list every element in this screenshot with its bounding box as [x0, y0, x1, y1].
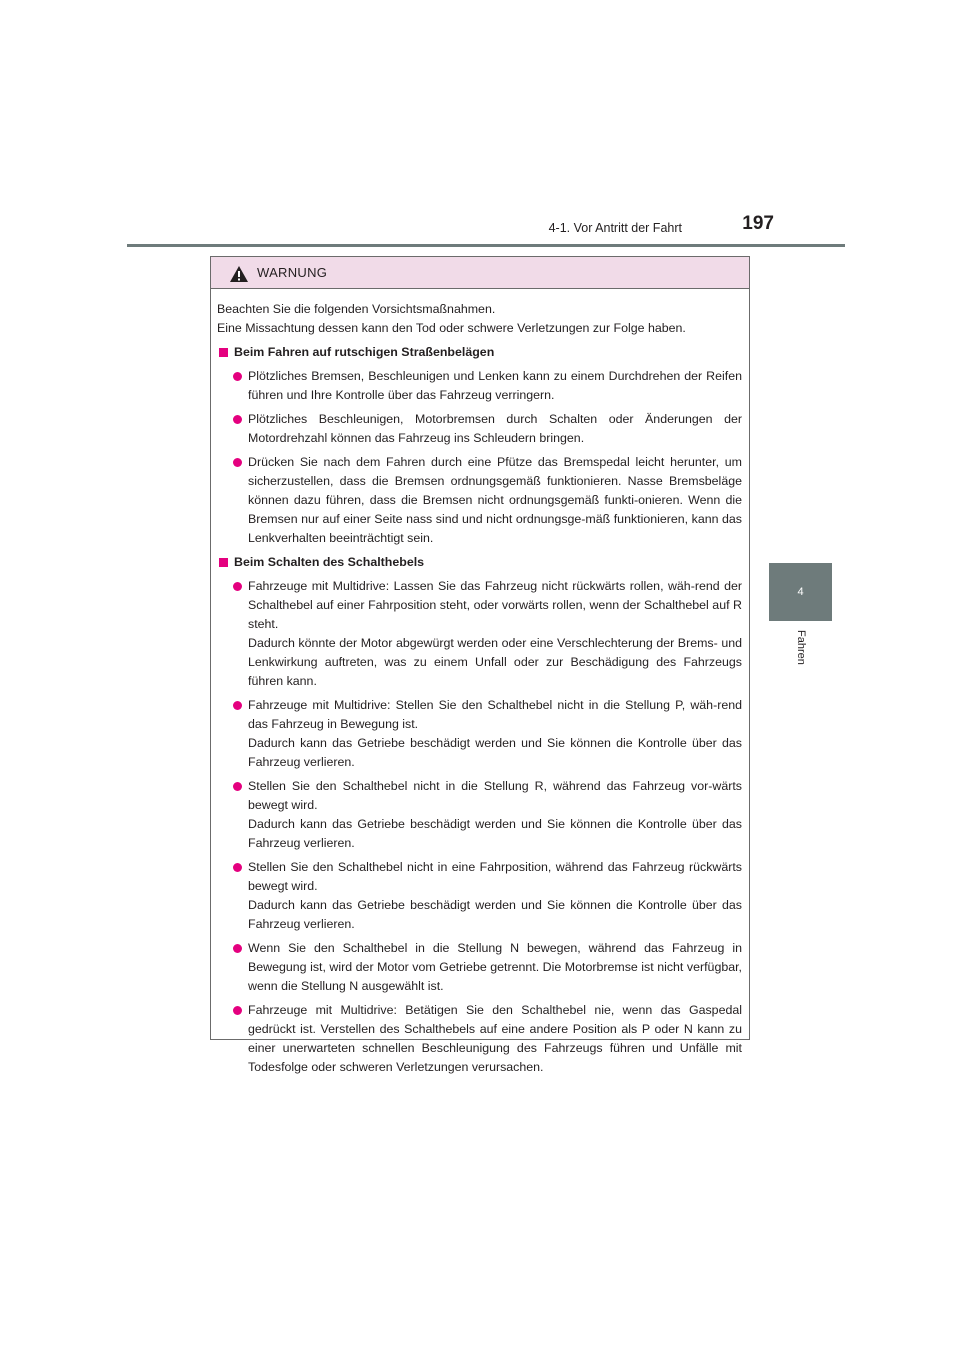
- list-item-text: [248, 453, 742, 548]
- warning-header: [211, 257, 749, 289]
- page-number: 197: [742, 213, 774, 234]
- warning-box: [210, 256, 750, 1074]
- warning-body: [211, 289, 749, 1077]
- round-bullet-icon: [233, 458, 242, 467]
- list-item-paragraph: Plötzliches Bremsen, Beschleunigen und Lenken kann zu einem Durchdrehen der Reifen führen und Ihre Kontrolle über das Fahrzeug verringern.: [248, 369, 742, 402]
- round-bullet-icon: [233, 372, 242, 381]
- list-item: [217, 939, 742, 996]
- section-heading: [217, 553, 742, 572]
- list-item-text: [248, 939, 742, 996]
- round-bullet-icon: [233, 863, 242, 872]
- round-bullet-icon: [233, 701, 242, 710]
- list-item-paragraph: Plötzliches Beschleunigen, Motorbremsen durch Schalten oder Änderungen der Motordrehzahl können das Fahrzeug ins Schleudern bringen.: [248, 412, 742, 445]
- list-item-paragraph: Stellen Sie den Schalthebel nicht in die Stellung R, während das Fahrzeug vor-wärts bewegt wird.: [248, 779, 742, 812]
- warning-triangle-icon: [229, 265, 249, 283]
- chapter-tab: [769, 563, 832, 621]
- list-item: [217, 858, 742, 934]
- list-item: [217, 1001, 742, 1077]
- list-item-paragraph: Dadurch kann das Getriebe beschädigt werden und Sie können die Kontrolle über das Fahrzeug verlieren.: [248, 898, 742, 931]
- list-item-paragraph: Fahrzeuge mit Multidrive: Stellen Sie den Schalthebel nicht in die Stellung P, wäh-rend das Fahrzeug in Bewegung ist.: [248, 698, 742, 731]
- section-label: 4-1. Vor Antritt der Fahrt: [548, 221, 682, 235]
- list-item-text: [248, 577, 742, 691]
- list-item: [217, 777, 742, 853]
- square-bullet-icon: [219, 348, 228, 357]
- list-item-text: [248, 410, 742, 448]
- list-item-paragraph: Wenn Sie den Schalthebel in die Stellung N bewegen, während das Fahrzeug in Bewegung ist, wird der Motor vom Getriebe getrennt. Die Motorbremse ist nicht verfügbar, wenn die Stellung N ausgewählt ist.: [248, 941, 742, 993]
- list-item-text: [248, 777, 742, 853]
- intro-line: Eine Missachtung dessen kann den Tod oder schwere Verletzungen zur Folge haben.: [217, 321, 686, 335]
- section-heading-text: Beim Schalten des Schalthebels: [234, 555, 425, 569]
- round-bullet-icon: [233, 1006, 242, 1015]
- list-item: [217, 453, 742, 548]
- section-heading-text: Beim Fahren auf rutschigen Straßenbelägen: [234, 345, 495, 359]
- chapter-number: 4: [797, 586, 804, 598]
- square-bullet-icon: [219, 558, 228, 567]
- list-item-text: [248, 1001, 742, 1077]
- list-item-text: [248, 858, 742, 934]
- list-item: [217, 410, 742, 448]
- round-bullet-icon: [233, 782, 242, 791]
- warning-sections: [217, 343, 742, 1077]
- list-item: [217, 696, 742, 772]
- warning-section: [217, 343, 742, 548]
- warning-section: [217, 553, 742, 1077]
- list-item-paragraph: Dadurch kann das Getriebe beschädigt werden und Sie können die Kontrolle über das Fahrzeug verlieren.: [248, 736, 742, 769]
- list-item-paragraph: Fahrzeuge mit Multidrive: Betätigen Sie den Schalthebel nie, wenn das Gaspedal gedrückt ist. Verstellen des Schalthebels auf eine andere Position als P oder N kann zu einer unerwarteten schnellen Beschleunigung des Fahrzeugs führen und Unfälle mit Todesfolge oder schweren Verletzungen verursachen.: [248, 1003, 742, 1074]
- list-item: [217, 577, 742, 691]
- chapter-title: Fahren: [795, 630, 807, 665]
- list-item-text: [248, 367, 742, 405]
- list-item-paragraph: Dadurch kann das Getriebe beschädigt werden und Sie können die Kontrolle über das Fahrzeug verlieren.: [248, 817, 742, 850]
- warning-title: WARNUNG: [257, 265, 328, 280]
- list-item-paragraph: Dadurch könnte der Motor abgewürgt werden oder eine Verschlechterung der Brems- und Lenkwirkung auftreten, was zu einem Unfall oder zur Beschädigung des Fahrzeugs führen kann.: [248, 636, 742, 688]
- list-item-text: [248, 696, 742, 772]
- round-bullet-icon: [233, 415, 242, 424]
- section-heading: [217, 343, 742, 362]
- list-item-paragraph: Drücken Sie nach dem Fahren durch eine Pfütze das Bremspedal leicht herunter, um sicherzustellen, dass die Bremsen ordnungsgemäß funktionieren. Nasse Bremsbeläge können dazu führen, dass die Bremsen nicht ordnungsgemäß funkti-onieren. Wenn die Bremsen nur auf einer Seite nass sind und nicht ordnungsge-mäß funktionieren, kann das Lenkverhalten beeinträchtigt sein.: [248, 455, 742, 545]
- list-item-paragraph: Stellen Sie den Schalthebel nicht in eine Fahrposition, während das Fahrzeug rückwärts bewegt wird.: [248, 860, 742, 893]
- list-item: [217, 367, 742, 405]
- intro-line: Beachten Sie die folgenden Vorsichtsmaßnahmen.: [217, 302, 496, 316]
- list-item-paragraph: Fahrzeuge mit Multidrive: Lassen Sie das Fahrzeug nicht rückwärts rollen, wäh-rend der Schalthebel auf einer Fahrposition steht, oder vorwärts rollen, wenn der Schalthebel auf R steht.: [248, 579, 742, 631]
- header-rule: [127, 244, 845, 247]
- warning-intro: [217, 300, 742, 338]
- round-bullet-icon: [233, 944, 242, 953]
- round-bullet-icon: [233, 582, 242, 591]
